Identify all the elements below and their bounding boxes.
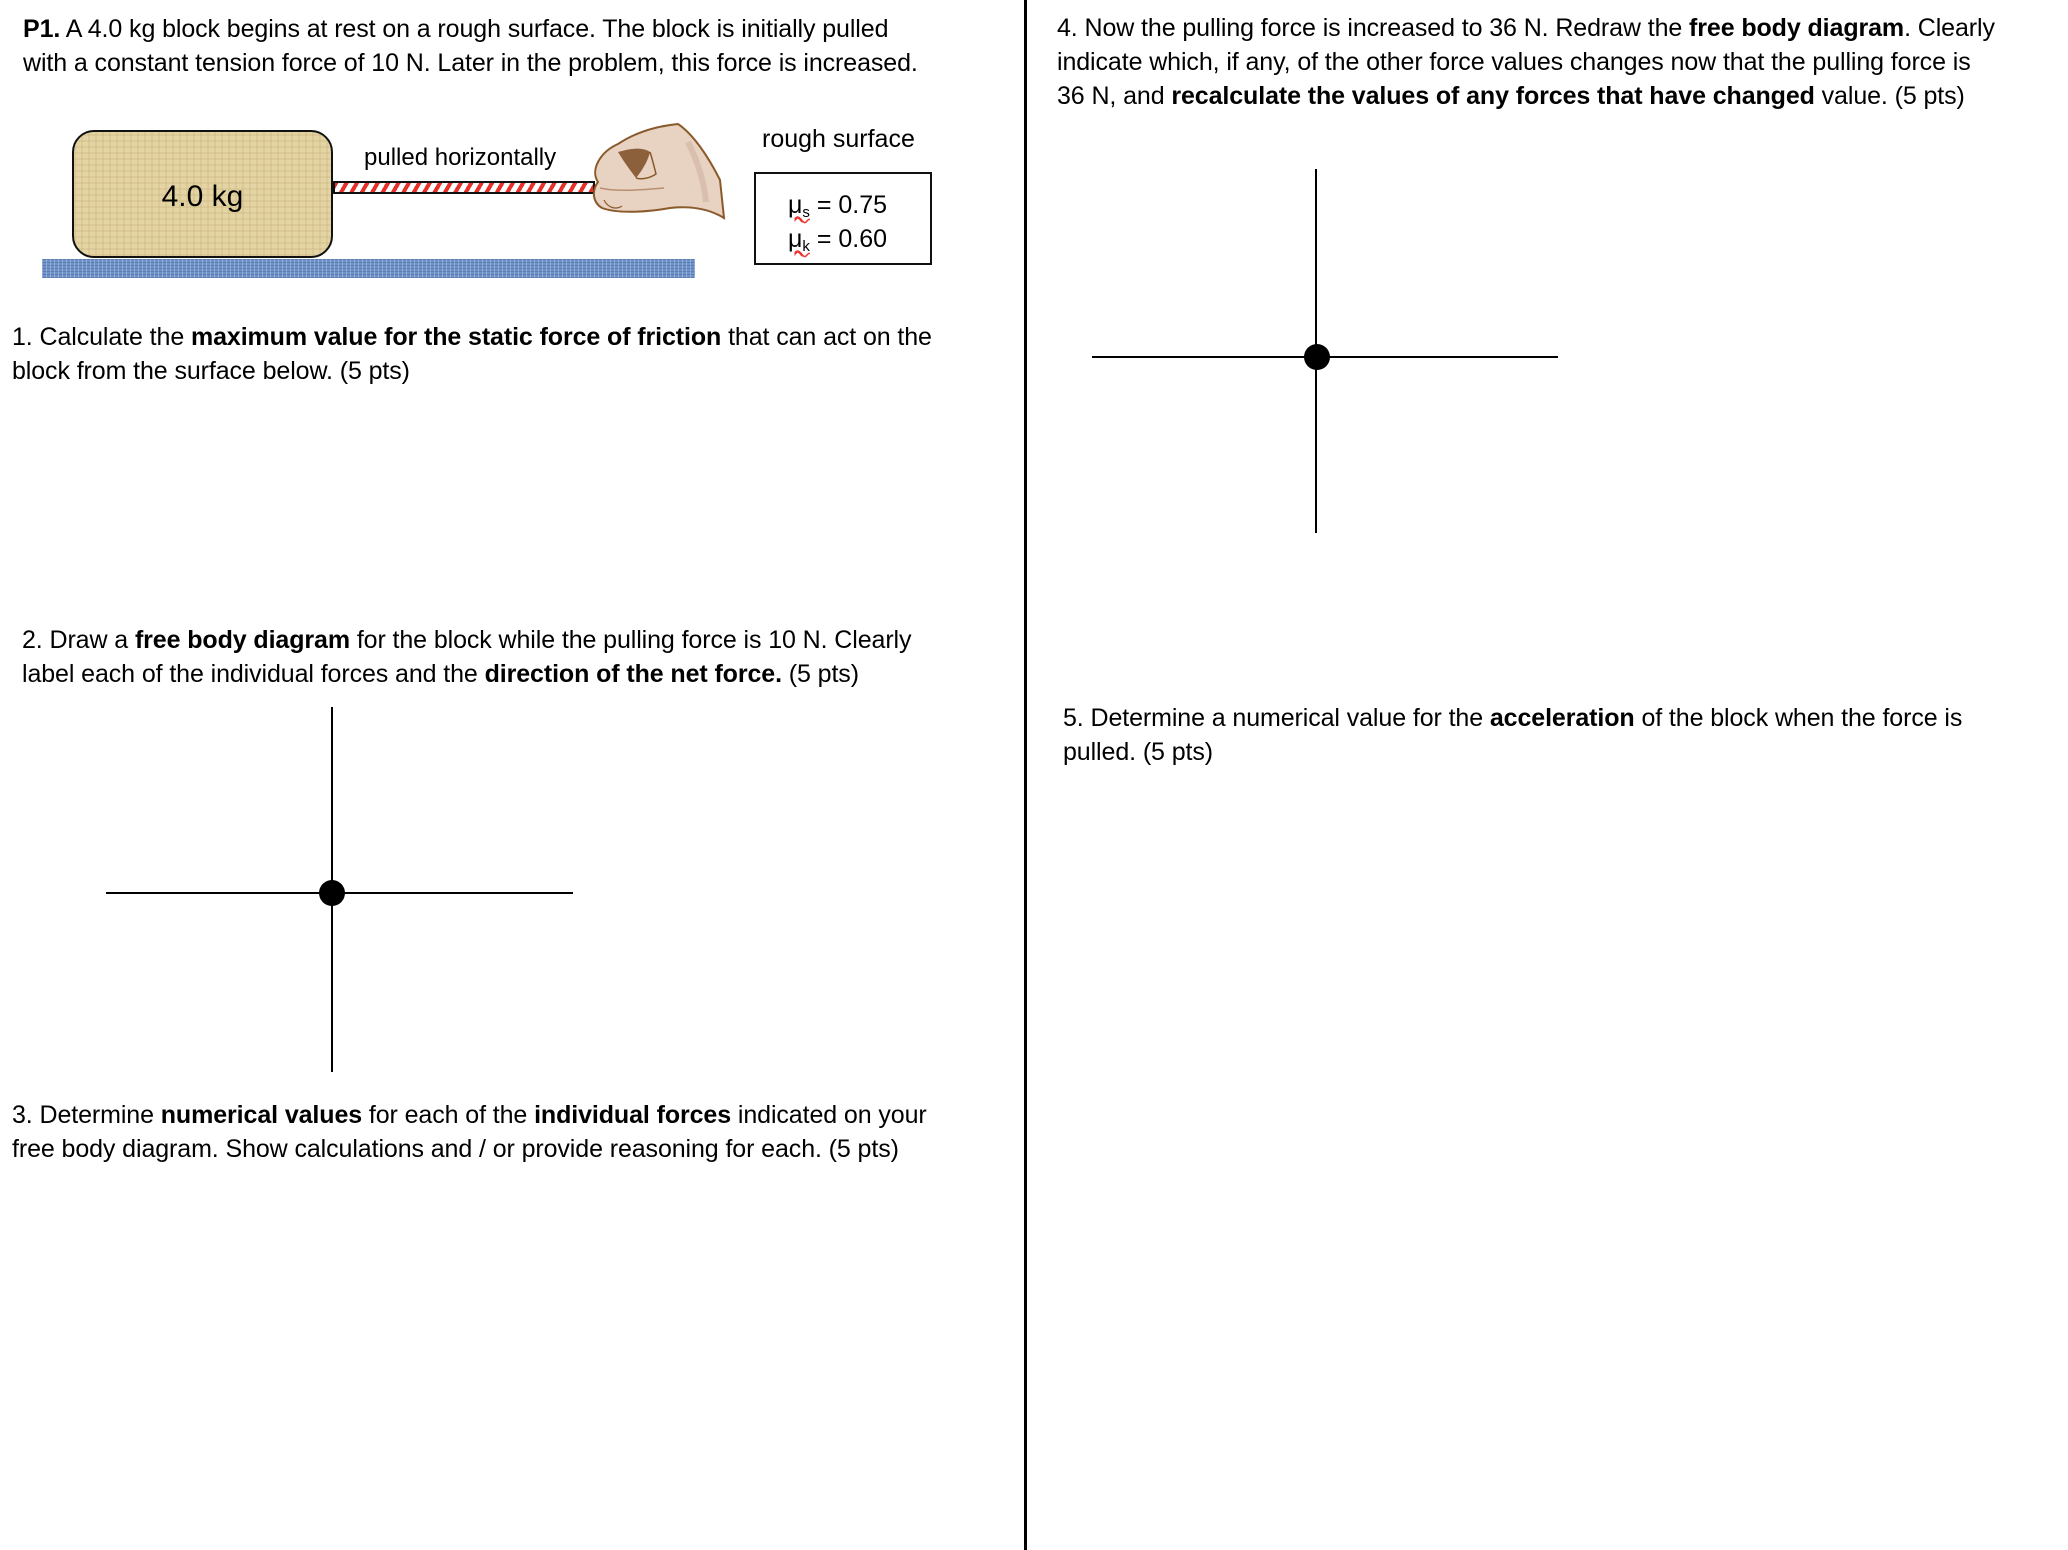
q5-text-line2: pulled. (5 pts) — [1063, 738, 1213, 766]
q5-text: of the block when the force is — [1634, 704, 1963, 732]
q4-text: . Clearly — [1904, 14, 1995, 42]
mu-symbol: μ — [788, 225, 803, 253]
q3-emphasis: numerical values — [160, 1101, 363, 1129]
problem-label: P1. — [23, 15, 61, 43]
q3-text: indicated on your — [731, 1101, 927, 1129]
q4-text: 36 N, and — [1057, 82, 1172, 110]
question-3 — [12, 1098, 927, 1166]
block-4kg — [72, 130, 333, 258]
q1-text-line2: block from the surface below. (5 pts) — [12, 357, 410, 385]
friction-coefficients-box — [754, 172, 932, 265]
q2-text: label each of the individual forces and the — [22, 660, 485, 688]
hand-icon — [578, 122, 728, 226]
q2-emphasis: direction of the net force. — [484, 660, 782, 688]
question-4 — [1057, 11, 1995, 113]
fbd2-object-dot — [1304, 344, 1330, 370]
mu-k-subscript: k — [802, 238, 810, 255]
static-coefficient — [788, 190, 887, 228]
q2-text: (5 pts) — [781, 660, 859, 688]
rope — [333, 181, 595, 194]
question-1 — [12, 320, 932, 388]
mu-k-value: = 0.60 — [809, 225, 888, 253]
q5-emphasis: acceleration — [1489, 704, 1635, 732]
kinetic-coefficient — [788, 224, 887, 262]
q4-text: value. (5 pts) — [1814, 82, 1965, 110]
q1-text: that can act on the — [721, 323, 932, 351]
rough-surface-floor — [42, 259, 695, 278]
q3-text: for each of the — [362, 1101, 535, 1129]
q3-text-line2: free body diagram. Show calculations and / or provide reasoning for each. (5 pts) — [12, 1135, 899, 1163]
q4-emphasis: free body diagram — [1689, 14, 1905, 42]
q2-emphasis: free body diagram — [134, 626, 350, 654]
q4-text: 4. Now the pulling force is increased to 36 N. Redraw the — [1057, 14, 1690, 42]
problem-statement — [23, 12, 918, 80]
q3-text: 3. Determine — [12, 1101, 161, 1129]
q2-text: 2. Draw a — [22, 626, 135, 654]
rough-surface-label: rough surface — [762, 125, 915, 153]
mu-s-subscript: s — [802, 204, 810, 221]
pulled-horizontally-label: pulled horizontally — [364, 144, 557, 171]
question-5 — [1063, 701, 1962, 769]
q4-text-line2: indicate which, if any, of the other force values changes now that the pulling force is — [1057, 48, 1971, 76]
column-divider — [1024, 0, 1027, 1550]
q1-emphasis: maximum value for the static force of friction — [190, 323, 722, 351]
mu-s-value: = 0.75 — [809, 191, 888, 219]
q2-text: for the block while the pulling force is 10 N. Clearly — [349, 626, 912, 654]
q1-text: 1. Calculate the — [12, 323, 191, 351]
q3-emphasis: individual forces — [534, 1101, 732, 1129]
problem-intro-line1: A 4.0 kg block begins at rest on a rough surface. The block is initially pulled — [60, 15, 889, 43]
block-mass-label: 4.0 kg — [161, 180, 244, 213]
fbd1-object-dot — [319, 880, 345, 906]
q5-text: 5. Determine a numerical value for the — [1063, 704, 1490, 732]
problem-intro-line2: with a constant tension force of 10 N. Later in the problem, this force is increased. — [23, 49, 918, 77]
question-2 — [22, 623, 911, 691]
q4-emphasis: recalculate the values of any forces that have changed — [1171, 82, 1815, 110]
mu-symbol: μ — [788, 191, 803, 219]
